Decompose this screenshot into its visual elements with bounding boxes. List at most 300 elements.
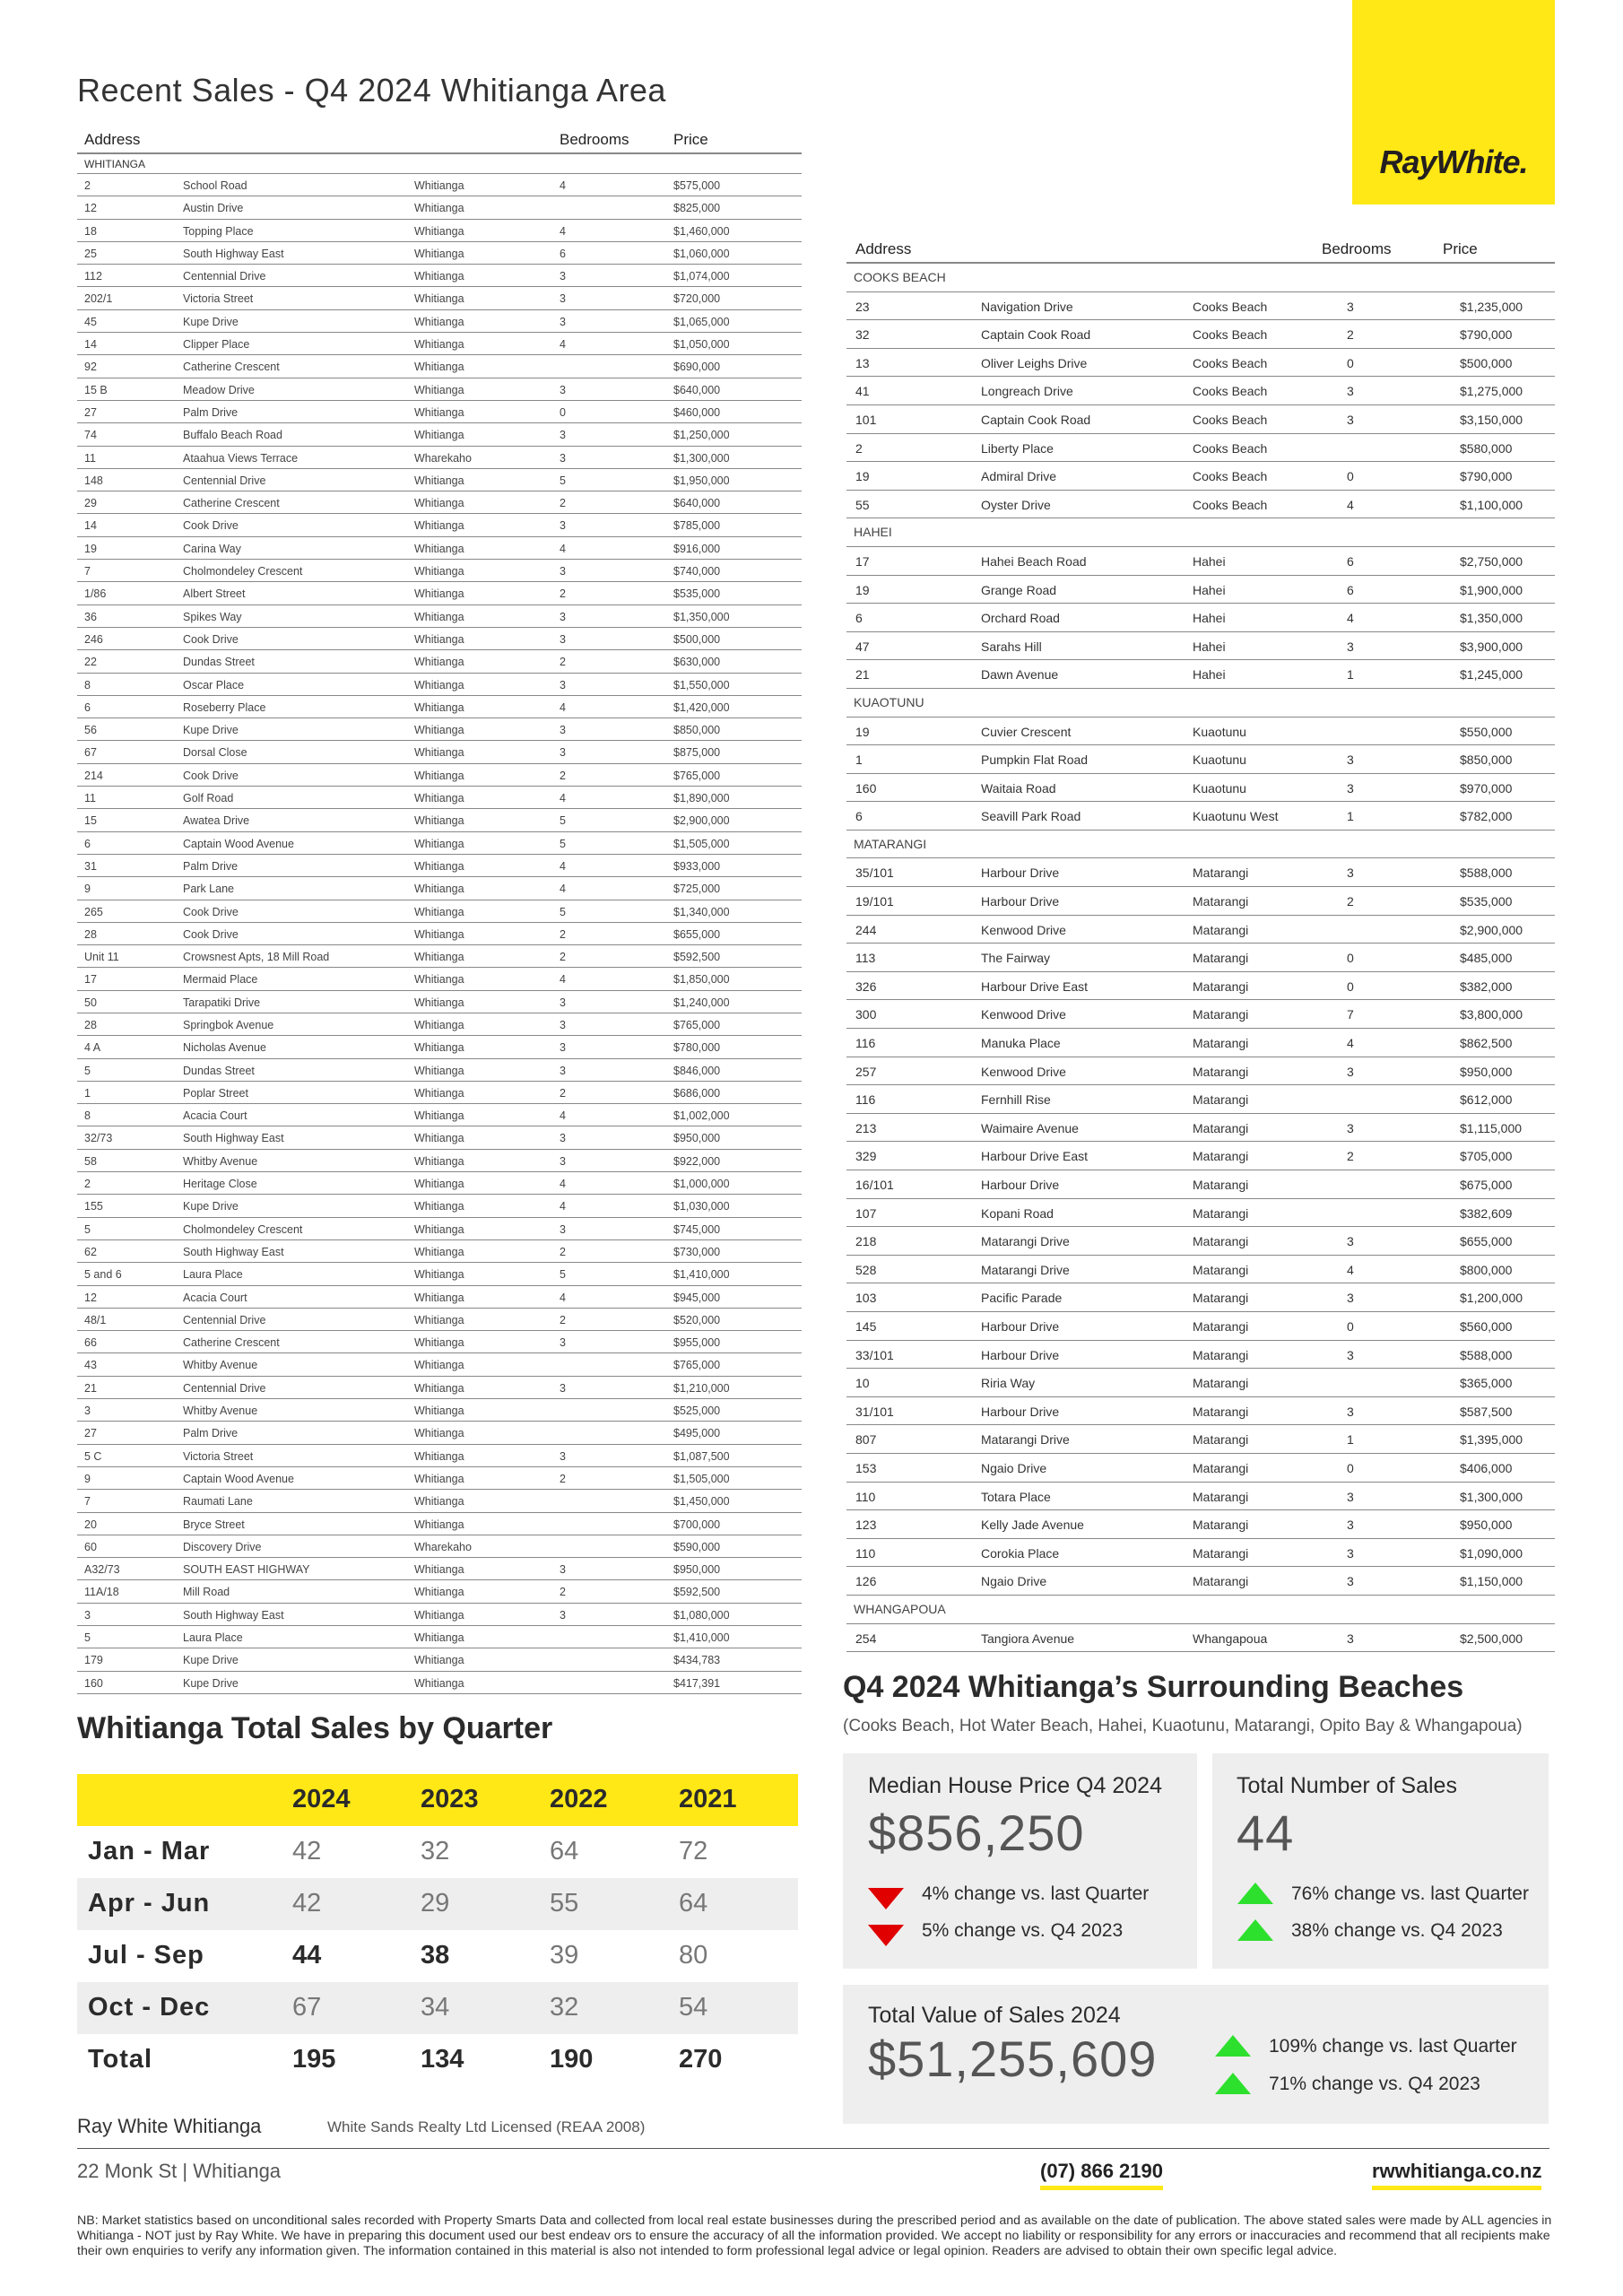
suburb-cell: Whitianga bbox=[414, 1313, 464, 1326]
price-cell: $520,000 bbox=[673, 1313, 721, 1326]
street-name-cell: Raumati Lane bbox=[183, 1495, 253, 1509]
street-number-cell: 257 bbox=[855, 1064, 877, 1079]
table-row bbox=[846, 1000, 1555, 1029]
bedrooms-cell: 5 bbox=[560, 1268, 566, 1282]
street-number-cell: 45 bbox=[84, 315, 97, 328]
table-body bbox=[77, 174, 802, 1694]
bedrooms-cell: 3 bbox=[560, 1154, 566, 1168]
price-cell: $1,080,000 bbox=[673, 1608, 730, 1622]
price-cell: $382,609 bbox=[1460, 1205, 1513, 1221]
street-number-cell: 92 bbox=[84, 361, 97, 374]
street-number-cell: 11 bbox=[84, 451, 96, 465]
suburb-cell: Kuaotunu bbox=[1193, 724, 1246, 739]
street-name-cell: Matarangi Drive bbox=[981, 1234, 1070, 1249]
bedrooms-cell: 3 bbox=[1347, 1545, 1354, 1561]
price-cell: $535,000 bbox=[1460, 894, 1513, 909]
table-row bbox=[77, 877, 802, 900]
street-number-cell: 31/101 bbox=[855, 1404, 894, 1419]
table-row bbox=[77, 1648, 802, 1671]
suburb-cell: Whitianga bbox=[414, 746, 464, 760]
street-name-cell: Harbour Drive East bbox=[981, 1149, 1089, 1164]
street-name-cell: Waimaire Avenue bbox=[981, 1120, 1079, 1135]
street-number-cell: 300 bbox=[855, 1007, 877, 1022]
street-number-cell: 29 bbox=[84, 497, 97, 510]
year-header: 2022 bbox=[550, 1785, 608, 1813]
street-name-cell: Victoria Street bbox=[183, 1449, 254, 1463]
price-cell: $875,000 bbox=[673, 746, 721, 760]
table-row bbox=[77, 1309, 802, 1331]
street-name-cell: Harbour Drive bbox=[981, 1404, 1060, 1419]
table-row bbox=[846, 1454, 1555, 1483]
table-row bbox=[77, 220, 802, 242]
price-cell: $945,000 bbox=[673, 1291, 721, 1304]
change-year: 38% change vs. Q4 2023 bbox=[1291, 1920, 1503, 1941]
table-row bbox=[77, 469, 802, 491]
bedrooms-cell: 0 bbox=[1347, 1318, 1354, 1334]
price-cell: $825,000 bbox=[673, 202, 721, 215]
suburb-cell: Whitianga bbox=[414, 610, 464, 623]
bedrooms-cell: 6 bbox=[560, 247, 566, 260]
table-row bbox=[846, 1283, 1555, 1312]
price-cell: $675,000 bbox=[1460, 1178, 1513, 1192]
street-number-cell: 23 bbox=[855, 299, 870, 314]
price-cell: $1,890,000 bbox=[673, 792, 730, 805]
street-name-cell: Cook Drive bbox=[183, 632, 239, 646]
table-row bbox=[77, 605, 802, 628]
street-name-cell: Longreach Drive bbox=[981, 384, 1073, 399]
bedrooms-cell: 4 bbox=[1347, 611, 1354, 626]
table-row bbox=[846, 434, 1555, 463]
suburb-cell: Matarangi bbox=[1193, 978, 1249, 994]
bedrooms-cell: 5 bbox=[560, 905, 566, 918]
quarter-value: 42 bbox=[292, 1889, 322, 1918]
suburb-cell: Whitianga bbox=[414, 1586, 464, 1599]
street-number-cell: 5 bbox=[84, 1631, 91, 1644]
table-row bbox=[77, 1172, 802, 1195]
bedrooms-cell: 3 bbox=[560, 724, 566, 737]
bedrooms-cell: 2 bbox=[1347, 1149, 1354, 1164]
table-row bbox=[846, 320, 1555, 349]
table-row bbox=[846, 916, 1555, 944]
bedrooms-cell: 2 bbox=[560, 1313, 566, 1326]
street-name-cell: Topping Place bbox=[183, 224, 254, 238]
street-number-cell: 35/101 bbox=[855, 865, 894, 881]
section-label: WHITIANGA bbox=[77, 154, 802, 174]
phone-link[interactable]: (07) 866 2190 bbox=[1040, 2160, 1163, 2190]
table-row bbox=[77, 1036, 802, 1058]
street-number-cell: 148 bbox=[84, 474, 103, 487]
suburb-cell: Whitianga bbox=[414, 814, 464, 828]
street-name-cell: Catherine Crescent bbox=[183, 361, 280, 374]
price-cell: $1,950,000 bbox=[673, 474, 730, 487]
quarter-row bbox=[77, 1826, 798, 1878]
suburb-cell: Matarangi bbox=[1193, 1404, 1249, 1419]
total-value-card bbox=[843, 1985, 1549, 2124]
table-row bbox=[846, 1510, 1555, 1539]
street-number-cell: 7 bbox=[84, 565, 91, 578]
bedrooms-cell: 0 bbox=[560, 405, 566, 419]
price-cell: $970,000 bbox=[1460, 780, 1513, 796]
disclaimer: NB: Market statistics based on unconditional sales recorded with Property Smarts Data and collected from local real estate businesses during the prescribed period and as available on the date of publication. The above stated sales were made by ALL agencies in Whitianga - NOT just by Ray White. We have in preparing this document used our best endeav ors to ensure the accuracy of all the information provided. We accept no liability or responsibility for any errors or inaccuracies and recommend that all recipients make their own enquiries to verify any information given. The information contained in this material is also not intended to form professional legal advice or legal opinion. Readers are advised to obtain their own specific legal advice. bbox=[77, 2213, 1552, 2258]
price-cell: $780,000 bbox=[673, 1041, 721, 1055]
street-name-cell: Ataahua Views Terrace bbox=[183, 451, 299, 465]
street-name-cell: Victoria Street bbox=[183, 292, 254, 306]
bedrooms-cell: 4 bbox=[560, 792, 566, 805]
suburb-cell: Whangapoua bbox=[1193, 1631, 1268, 1646]
suburb-cell: Matarangi bbox=[1193, 1318, 1249, 1334]
street-name-cell: Acacia Court bbox=[183, 1109, 247, 1123]
street-name-cell: Matarangi Drive bbox=[981, 1432, 1070, 1448]
price-cell: $365,000 bbox=[1460, 1376, 1513, 1391]
beaches-title: Q4 2024 Whitianga’s Surrounding Beaches bbox=[843, 1670, 1464, 1704]
bedrooms-cell: 1 bbox=[1347, 667, 1354, 683]
price-cell: $3,800,000 bbox=[1460, 1007, 1523, 1022]
bedrooms-cell: 2 bbox=[560, 927, 566, 941]
price-cell: $1,420,000 bbox=[673, 700, 730, 714]
table-row bbox=[77, 196, 802, 219]
street-number-cell: 18 bbox=[84, 224, 97, 238]
street-name-cell: Sarahs Hill bbox=[981, 639, 1042, 654]
table-row bbox=[846, 462, 1555, 491]
quarter-value: 34 bbox=[421, 1993, 450, 2022]
quarter-value: 55 bbox=[550, 1889, 579, 1918]
suburb-cell: Matarangi bbox=[1193, 1262, 1249, 1277]
table-row bbox=[77, 1104, 802, 1126]
street-name-cell: Totara Place bbox=[981, 1489, 1051, 1504]
street-number-cell: 329 bbox=[855, 1149, 877, 1164]
price-cell: $560,000 bbox=[1460, 1318, 1513, 1334]
street-name-cell: Harbour Drive bbox=[981, 1347, 1060, 1362]
suburb-cell: Matarangi bbox=[1193, 1574, 1249, 1589]
table-row bbox=[77, 764, 802, 787]
street-name-cell: Palm Drive bbox=[183, 405, 239, 419]
price-cell: $950,000 bbox=[673, 1563, 721, 1577]
total-sales-card bbox=[1212, 1753, 1549, 1969]
street-name-cell: SOUTH EAST HIGHWAY bbox=[183, 1563, 310, 1577]
street-number-cell: 265 bbox=[84, 905, 103, 918]
street-name-cell: Catherine Crescent bbox=[183, 497, 280, 510]
suburb-cell: Hahei bbox=[1193, 553, 1226, 569]
street-number-cell: 19/101 bbox=[855, 894, 894, 909]
bedrooms-cell: 3 bbox=[560, 292, 566, 306]
price-cell: $655,000 bbox=[673, 927, 721, 941]
bedrooms-cell: 3 bbox=[560, 632, 566, 646]
price-cell: $1,002,000 bbox=[673, 1109, 730, 1123]
price-cell: $1,245,000 bbox=[1460, 667, 1523, 683]
table-row bbox=[77, 1286, 802, 1309]
price-cell: $730,000 bbox=[673, 1245, 721, 1258]
suburb-cell: Cooks Beach bbox=[1193, 327, 1268, 343]
street-name-cell: South Highway East bbox=[183, 247, 284, 260]
street-name-cell: Whitby Avenue bbox=[183, 1359, 258, 1372]
price-cell: $1,275,000 bbox=[1460, 384, 1523, 399]
street-name-cell: Centennial Drive bbox=[183, 270, 266, 283]
price-cell: $790,000 bbox=[1460, 469, 1513, 484]
bedrooms-cell: 3 bbox=[560, 610, 566, 623]
suburb-cell: Whitianga bbox=[414, 247, 464, 260]
bedrooms-cell: 3 bbox=[1347, 384, 1354, 399]
price-cell: $690,000 bbox=[673, 361, 721, 374]
suburb-cell: Whitianga bbox=[414, 1608, 464, 1622]
street-name-cell: Golf Road bbox=[183, 792, 234, 805]
street-number-cell: 62 bbox=[84, 1245, 97, 1258]
bedrooms-cell: 4 bbox=[560, 883, 566, 896]
bedrooms-cell: 4 bbox=[560, 179, 566, 192]
price-cell: $850,000 bbox=[673, 724, 721, 737]
table-row bbox=[77, 1013, 802, 1036]
suburb-cell: Whitianga bbox=[414, 859, 464, 873]
price-cell: $417,391 bbox=[673, 1676, 721, 1690]
suburb-cell: Whitianga bbox=[414, 202, 464, 215]
street-number-cell: 47 bbox=[855, 639, 870, 654]
street-number-cell: 60 bbox=[84, 1540, 97, 1553]
bedrooms-cell: 3 bbox=[1347, 299, 1354, 314]
quarterly-sales-table bbox=[77, 1774, 798, 2086]
street-name-cell: Fernhill Rise bbox=[981, 1092, 1051, 1108]
street-name-cell: Captain Cook Road bbox=[981, 327, 1091, 343]
suburb-cell: Whitianga bbox=[414, 1518, 464, 1531]
table-row bbox=[77, 1126, 802, 1149]
street-name-cell: Buffalo Beach Road bbox=[183, 429, 282, 442]
street-number-cell: 67 bbox=[84, 746, 97, 760]
street-number-cell: 28 bbox=[84, 927, 97, 941]
suburb-cell: Whitianga bbox=[414, 905, 464, 918]
street-name-cell: Catherine Crescent bbox=[183, 1336, 280, 1350]
street-name-cell: Oscar Place bbox=[183, 678, 245, 691]
street-number-cell: 101 bbox=[855, 412, 877, 427]
price-cell: $1,150,000 bbox=[1460, 1574, 1523, 1589]
bedrooms-cell: 4 bbox=[1347, 1036, 1354, 1051]
table-row bbox=[846, 1227, 1555, 1256]
price-cell: $700,000 bbox=[673, 1518, 721, 1531]
table-row bbox=[77, 242, 802, 265]
beaches-sales-table bbox=[846, 231, 1555, 1652]
street-name-cell: Harbour Drive bbox=[981, 894, 1060, 909]
table-row bbox=[77, 514, 802, 536]
bedrooms-cell: 4 bbox=[560, 338, 566, 352]
price-cell: $1,300,000 bbox=[1460, 1489, 1523, 1504]
total-value: 134 bbox=[421, 2045, 464, 2074]
suburb-cell: Whitianga bbox=[414, 1336, 464, 1350]
website-link[interactable]: rwwhitianga.co.nz bbox=[1372, 2160, 1541, 2190]
table-row bbox=[77, 923, 802, 945]
quarter-value: 42 bbox=[292, 1837, 322, 1866]
bedrooms-cell: 4 bbox=[560, 700, 566, 714]
street-number-cell: 41 bbox=[855, 384, 870, 399]
ray-white-logo bbox=[1352, 0, 1555, 204]
bedrooms-cell: 3 bbox=[560, 383, 566, 396]
price-cell: $580,000 bbox=[1460, 440, 1513, 456]
street-name-cell: Seavill Park Road bbox=[981, 809, 1081, 824]
suburb-cell: Matarangi bbox=[1193, 1007, 1249, 1022]
bedrooms-cell: 0 bbox=[1347, 978, 1354, 994]
price-cell: $1,087,500 bbox=[673, 1449, 730, 1463]
street-number-cell: A32/73 bbox=[84, 1563, 120, 1577]
quarter-value: 39 bbox=[550, 1941, 579, 1970]
suburb-cell: Whitianga bbox=[414, 224, 464, 238]
bedrooms-cell: 2 bbox=[560, 656, 566, 669]
street-name-cell: Harbour Drive East bbox=[981, 978, 1089, 994]
price-cell: $1,505,000 bbox=[673, 837, 730, 850]
table-row bbox=[77, 741, 802, 763]
street-name-cell: Kenwood Drive bbox=[981, 1007, 1066, 1022]
quarter-value: 32 bbox=[550, 1993, 579, 2022]
street-number-cell: 4 A bbox=[84, 1041, 101, 1055]
street-number-cell: 19 bbox=[855, 469, 870, 484]
suburb-cell: Matarangi bbox=[1193, 1178, 1249, 1192]
street-name-cell: Spikes Way bbox=[183, 610, 242, 623]
bedrooms-cell: 3 bbox=[1347, 1347, 1354, 1362]
suburb-cell: Wharekaho bbox=[414, 1540, 472, 1553]
street-name-cell: Kupe Drive bbox=[183, 315, 239, 328]
street-name-cell: Crowsnest Apts, 18 Mill Road bbox=[183, 951, 330, 964]
street-name-cell: Centennial Drive bbox=[183, 1381, 266, 1395]
street-name-cell: Oliver Leighs Drive bbox=[981, 355, 1088, 370]
stat-label: Total Value of Sales 2024 bbox=[868, 2003, 1121, 2028]
street-name-cell: Liberty Place bbox=[981, 440, 1054, 456]
street-number-cell: 33/101 bbox=[855, 1347, 894, 1362]
bedrooms-cell: 3 bbox=[560, 1064, 566, 1077]
table-row bbox=[846, 1567, 1555, 1596]
suburb-cell: Whitianga bbox=[414, 429, 464, 442]
table-row bbox=[77, 423, 802, 446]
table-row bbox=[846, 1114, 1555, 1143]
street-number-cell: 103 bbox=[855, 1291, 877, 1306]
street-name-cell: Cuvier Crescent bbox=[981, 724, 1072, 739]
quarter-value: 80 bbox=[679, 1941, 708, 1970]
table-body bbox=[846, 264, 1555, 1652]
street-name-cell: Manuka Place bbox=[981, 1036, 1061, 1051]
street-name-cell: Discovery Drive bbox=[183, 1540, 262, 1553]
table-row bbox=[846, 858, 1555, 887]
down-arrow-icon bbox=[868, 1888, 904, 1909]
street-number-cell: 107 bbox=[855, 1205, 877, 1221]
price-cell: $950,000 bbox=[1460, 1518, 1513, 1533]
street-number-cell: 123 bbox=[855, 1518, 877, 1533]
quarter-label: Apr - Jun bbox=[88, 1889, 211, 1918]
quarter-row bbox=[77, 1878, 798, 1930]
suburb-cell: Whitianga bbox=[414, 792, 464, 805]
logo-wordmark: RayWhite. bbox=[1379, 144, 1528, 180]
street-number-cell: 145 bbox=[855, 1318, 877, 1334]
suburb-cell: Whitianga bbox=[414, 1178, 464, 1191]
street-name-cell: Dundas Street bbox=[183, 1064, 255, 1077]
street-number-cell: 21 bbox=[855, 667, 870, 683]
price-cell: $686,000 bbox=[673, 1086, 721, 1100]
total-row bbox=[77, 2034, 798, 2086]
street-name-cell: Corokia Place bbox=[981, 1545, 1060, 1561]
year-header: 2021 bbox=[679, 1785, 737, 1813]
price-cell: $1,450,000 bbox=[673, 1495, 730, 1509]
year-header: 2024 bbox=[292, 1785, 351, 1813]
table-row bbox=[77, 1422, 802, 1444]
street-number-cell: 27 bbox=[84, 1427, 97, 1440]
suburb-cell: Whitianga bbox=[414, 1064, 464, 1077]
bedrooms-cell: 3 bbox=[1347, 780, 1354, 796]
table-row bbox=[846, 745, 1555, 774]
price-cell: $2,900,000 bbox=[1460, 922, 1523, 937]
price-cell: $2,900,000 bbox=[673, 814, 730, 828]
bedrooms-cell: 2 bbox=[1347, 327, 1354, 343]
suburb-cell: Whitianga bbox=[414, 1268, 464, 1282]
suburb-cell: Kuaotunu West bbox=[1193, 809, 1279, 824]
bedrooms-header: Bedrooms bbox=[560, 131, 629, 148]
street-name-cell: Nicholas Avenue bbox=[183, 1041, 266, 1055]
table-row bbox=[77, 355, 802, 378]
suburb-cell: Cooks Beach bbox=[1193, 412, 1268, 427]
suburb-cell: Matarangi bbox=[1193, 1092, 1249, 1108]
suburb-cell: Whitianga bbox=[414, 474, 464, 487]
suburb-cell: Matarangi bbox=[1193, 1347, 1249, 1362]
change-quarter: 4% change vs. last Quarter bbox=[922, 1883, 1150, 1904]
suburb-cell: Matarangi bbox=[1193, 1376, 1249, 1391]
price-cell: $1,505,000 bbox=[673, 1472, 730, 1485]
quarter-value: 29 bbox=[421, 1889, 450, 1918]
bedrooms-cell: 3 bbox=[1347, 1574, 1354, 1589]
section-label: KUAOTUNU bbox=[846, 689, 1555, 718]
street-number-cell: 20 bbox=[84, 1518, 97, 1531]
price-cell: $1,030,000 bbox=[673, 1200, 730, 1213]
street-number-cell: 13 bbox=[855, 355, 870, 370]
street-number-cell: 48/1 bbox=[84, 1313, 107, 1326]
price-cell: $740,000 bbox=[673, 565, 721, 578]
suburb-cell: Matarangi bbox=[1193, 1234, 1249, 1249]
table-row bbox=[846, 377, 1555, 405]
page-title: Recent Sales - Q4 2024 Whitianga Area bbox=[77, 72, 666, 109]
street-number-cell: 43 bbox=[84, 1359, 97, 1372]
street-number-cell: 8 bbox=[84, 678, 91, 691]
street-name-cell: Tangiora Avenue bbox=[981, 1631, 1075, 1646]
suburb-cell: Whitianga bbox=[414, 1154, 464, 1168]
bedrooms-cell: 4 bbox=[1347, 1262, 1354, 1277]
street-name-cell: Ngaio Drive bbox=[981, 1574, 1047, 1589]
suburb-cell: Whitianga bbox=[414, 1472, 464, 1485]
street-number-cell: 179 bbox=[84, 1654, 103, 1667]
bedrooms-cell: 4 bbox=[560, 1200, 566, 1213]
price-cell: $1,460,000 bbox=[673, 224, 730, 238]
bedrooms-cell: 5 bbox=[560, 837, 566, 850]
price-cell: $1,100,000 bbox=[1460, 497, 1523, 512]
street-name-cell: Acacia Court bbox=[183, 1291, 247, 1304]
table-row bbox=[77, 696, 802, 718]
price-cell: $1,074,000 bbox=[673, 270, 730, 283]
total-value: 270 bbox=[679, 2045, 723, 2074]
bedrooms-cell: 1 bbox=[1347, 1432, 1354, 1448]
street-number-cell: 8 bbox=[84, 1109, 91, 1123]
suburb-cell: Whitianga bbox=[414, 700, 464, 714]
bedrooms-cell: 0 bbox=[1347, 355, 1354, 370]
suburb-cell: Hahei bbox=[1193, 639, 1226, 654]
street-number-cell: 5 C bbox=[84, 1449, 102, 1463]
price-cell: $630,000 bbox=[673, 656, 721, 669]
stat-value: $51,255,609 bbox=[868, 2031, 1158, 2087]
price-cell: $765,000 bbox=[673, 1018, 721, 1031]
bedrooms-cell: 2 bbox=[560, 1472, 566, 1485]
bedrooms-cell: 2 bbox=[560, 1586, 566, 1599]
quarter-value: 32 bbox=[421, 1837, 450, 1866]
quarter-value: 64 bbox=[550, 1837, 579, 1866]
bedrooms-cell: 3 bbox=[560, 315, 566, 328]
footer-divider bbox=[77, 2148, 1549, 2149]
quarter-label: Jan - Mar bbox=[88, 1837, 211, 1866]
bedrooms-cell: 3 bbox=[560, 519, 566, 533]
price-cell: $916,000 bbox=[673, 542, 721, 555]
table-row bbox=[77, 1467, 802, 1490]
bedrooms-cell: 2 bbox=[560, 1086, 566, 1100]
street-number-cell: 214 bbox=[84, 769, 103, 782]
table-row bbox=[77, 628, 802, 650]
street-number-cell: 12 bbox=[84, 1291, 97, 1304]
